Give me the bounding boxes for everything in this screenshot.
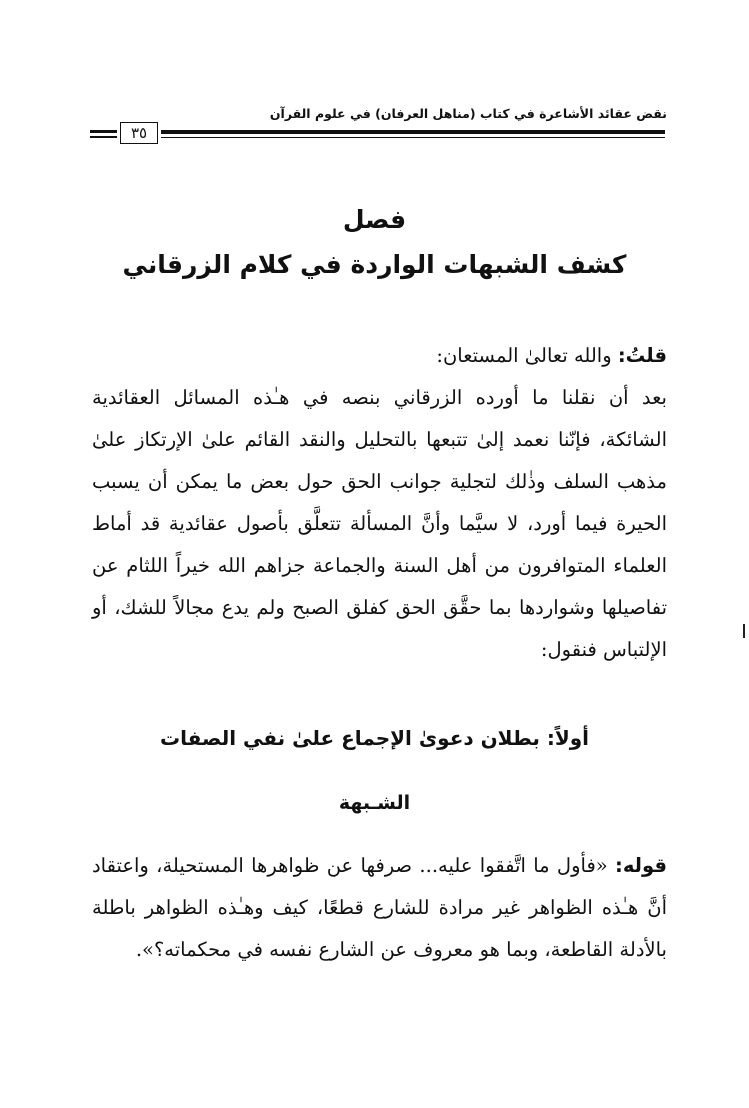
header-dash-top — [90, 130, 117, 133]
running-header-title: نقض عقائد الأشاعرة في كتاب (مناهل العرفان) في علوم القرآن — [269, 106, 667, 121]
margin-mark — [743, 624, 745, 638]
quote-section — [92, 845, 667, 971]
chapter-title: فصل — [342, 205, 407, 234]
intro-opening-line — [92, 335, 667, 377]
chapter-subtitle: كشف الشبهات الواردة في كلام الزرقاني — [122, 250, 627, 279]
quote-lead: قوله: — [615, 854, 667, 877]
intro-opening: والله تعالىٰ المستعان: — [436, 344, 618, 367]
header-rule-thick — [161, 130, 665, 134]
page-number-box: ٣٥ — [120, 122, 158, 144]
section-subheading: الشـبهة — [338, 792, 411, 814]
intro-section — [92, 335, 667, 671]
intro-paragraph: بعد أن نقلنا ما أورده الزرقاني بنصه في هـٰذه المسائل العقائدية الشائكة، فإنّنا نعمد إلىٰ تتبعها بالتحليل والنقد القائم علىٰ الإرتكاز علىٰ مذهب السلف وذٰلك لتجلية جوانب الحق حول بعض ما يمكن أن يسبب الحيرة فيما أورد، لا سيَّما وأنَّ المسألة تتعلَّق بأصول عقائدية قد أماط العلماء المتوافرون من أهل السنة والجماعة جزاهم الله خيراً اللثام عن تفاصيلها وشواردها بما حقَّق الحق كفلق الصبح ولم يدع مجالاً للشك، أو الإلتباس فنقول: — [92, 386, 667, 661]
quote-text: «فأول ما اتَّفقوا عليه... صرفها عن ظواهرها المستحيلة، واعتقاد أنَّ هـٰذه الظواهر غير مرادة للشارع قطعًا، كيف وهـٰذه الظواهر باطلة بالأدلة القاطعة، وبما هو معروف عن الشارع نفسه في محكماته؟». — [92, 854, 667, 961]
intro-lead: قلتُ: — [617, 344, 667, 367]
header-rule-thin — [161, 137, 665, 138]
header-dash-bottom — [90, 136, 117, 138]
quote-paragraph — [92, 845, 667, 971]
section-heading: أولاً: بطلان دعوىٰ الإجماع علىٰ نفي الصفات — [159, 726, 589, 750]
